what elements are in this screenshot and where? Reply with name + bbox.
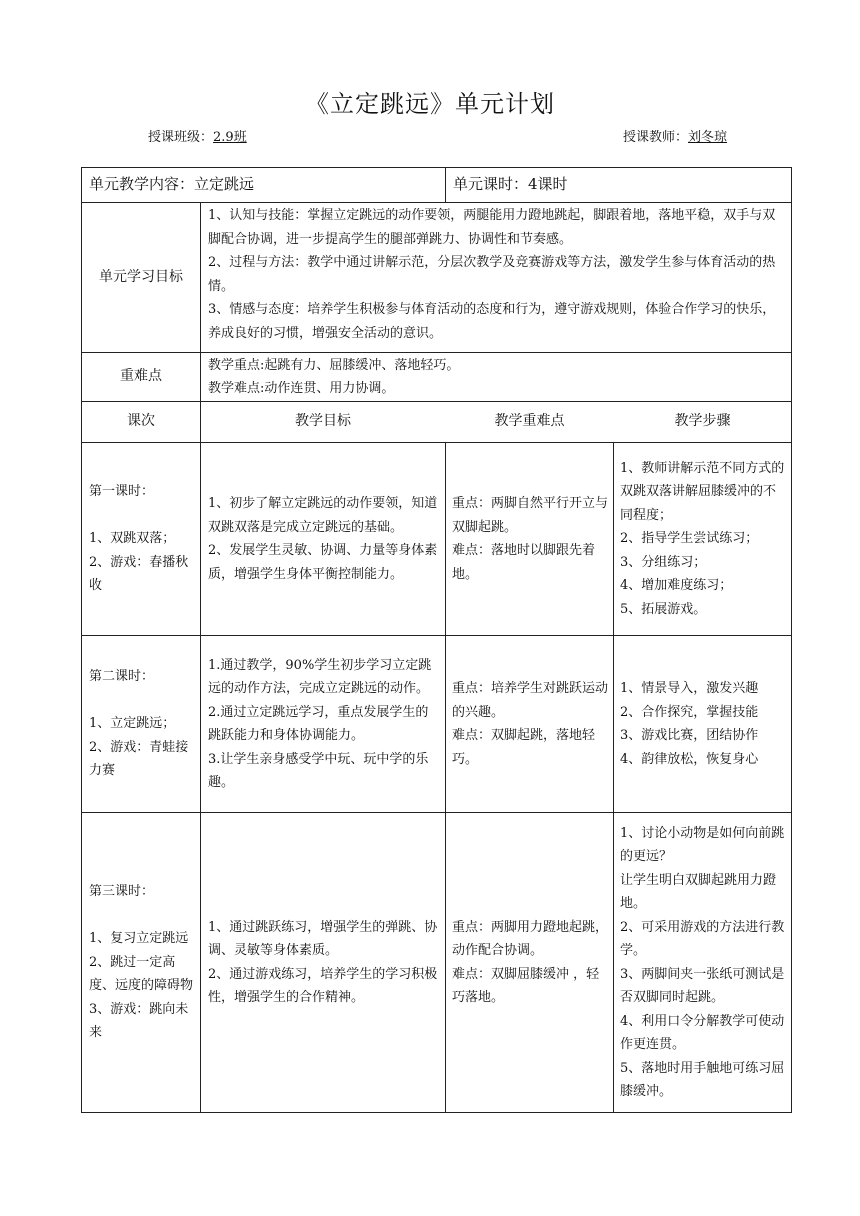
lesson-2-goals: 1.通过教学，90%学生初步学习立定跳远的动作方法，完成立定跳远的动作。 2.通过立定跳远学习，重点发展学生的跳跃能力和身体协调能力。 3.让学生亲身感受学中玩、玩中学的乐趣。 [208, 657, 432, 790]
key-point-item: 教学难点:动作连贯、用力协调。 [208, 381, 395, 396]
objective-item: 3、情感与态度：培养学生积极参与体育活动的态度和行为，遵守游戏规则，体验合作学习的快乐，养成良好的习惯，增强安全活动的意识。 [208, 302, 776, 341]
page-title: 《立定跳远》单元计划 [305, 90, 555, 118]
lesson-1-goals: 1、初步了解立定跳远的动作要领，知道双跳双落是完成立定跳远的基础。 2、发展学生灵敏、协调、力量等身体素质，增强学生身体平衡控制能力。 [208, 496, 438, 582]
teacher-value: 刘冬琼 [688, 130, 728, 145]
lesson-3-goals: 1、通过跳跃练习，增强学生的弹跳、协调、灵敏等身体素质。 2、通过游戏练习，培养学生的学习积极性，增强学生的合作精神。 [208, 919, 438, 1005]
teacher-info [623, 126, 727, 145]
lesson-3-steps: 1、讨论小动物是如何向前跳的更远？ 让学生明白双脚起跳用力蹬地。 2、可采用游戏的方法进行教学。 3、两脚间夹一张纸可测试是否双脚同时起跳。 4、利用口令分解教学可使动作更连贯。 5、落地时用手触地可练习屈膝缓冲。 [620, 825, 785, 1099]
teacher-label: 授课教师： [623, 130, 689, 145]
lesson-1-steps: 1、教师讲解示范不同方式的双跳双落讲解屈膝缓冲的不同程度； 2、指导学生尝试练习； 3、分组练习； 4、增加难度练习； 5、拓展游戏。 [620, 460, 785, 617]
objectives-label: 单元学习目标 [99, 268, 183, 285]
key-point-item: 教学重点:起跳有力、屈膝缓冲、落地轻巧。 [208, 357, 460, 373]
key-points-content [208, 353, 786, 401]
lesson-3-focus: 重点：两脚用力蹬地起跳，动作配合协调。 难点：双脚屈膝缓冲 ，轻巧落地。 [452, 919, 609, 1005]
column-header-session: 课次 [127, 413, 155, 430]
unit-content-cell [89, 167, 439, 202]
objectives-content [208, 204, 786, 351]
column-header-focus: 教学重难点 [494, 413, 565, 430]
unit-content-label: 单元教学内容： [89, 174, 195, 193]
objective-item: 2、过程与方法：教学中通过讲解示范，分层次教学及竞赛游戏等方法，激发学生参与体育活动的热情。 [208, 255, 776, 294]
lesson-1-focus: 重点：两脚自然平行开立与双脚起跳。 难点：落地时以脚跟先着地。 [452, 496, 609, 582]
lesson-2-steps: 1、情景导入，激发兴趣 2、合作探究，掌握技能 3、游戏比赛，团结协作 4、韵律放松，恢复身心 [620, 681, 759, 767]
column-header-steps: 教学步骤 [674, 413, 731, 430]
unit-plan-table [81, 167, 792, 1113]
class-value: 2.9班 [213, 130, 247, 145]
lesson-2-session: 第二课时： 1、立定跳远； 2、游戏：青蛙接力赛 [89, 669, 189, 779]
class-label: 授课班级： [148, 130, 214, 145]
class-info [148, 126, 247, 145]
key-points-label: 重难点 [120, 368, 162, 385]
lesson-3-session: 第三课时： 1、复习立定跳远 2、跳过一定高度、远度的障碍物 3、游戏：跳向未来 [89, 884, 194, 1041]
lesson-2-focus: 重点：培养学生对跳跃运动的兴趣。 难点：双脚起跳，落地轻巧。 [452, 681, 609, 767]
unit-hours-label: 单元课时： [453, 174, 529, 193]
unit-content-value: 立定跳远 [194, 174, 255, 193]
unit-hours-value: 4课时 [528, 174, 568, 193]
objective-item: 1、认知与技能：掌握立定跳远的动作要领，两腿能用力蹬地跳起，脚跟着地，落地平稳，双手与双脚配合协调，进一步提高学生的腿部弹跳力、协调性和节奏感。 [208, 208, 776, 247]
lesson-1-session: 第一课时： 1、双跳双落； 2、游戏：春播秋收 [89, 484, 189, 594]
unit-hours-cell [453, 167, 788, 202]
column-header-goals: 教学目标 [295, 413, 351, 430]
